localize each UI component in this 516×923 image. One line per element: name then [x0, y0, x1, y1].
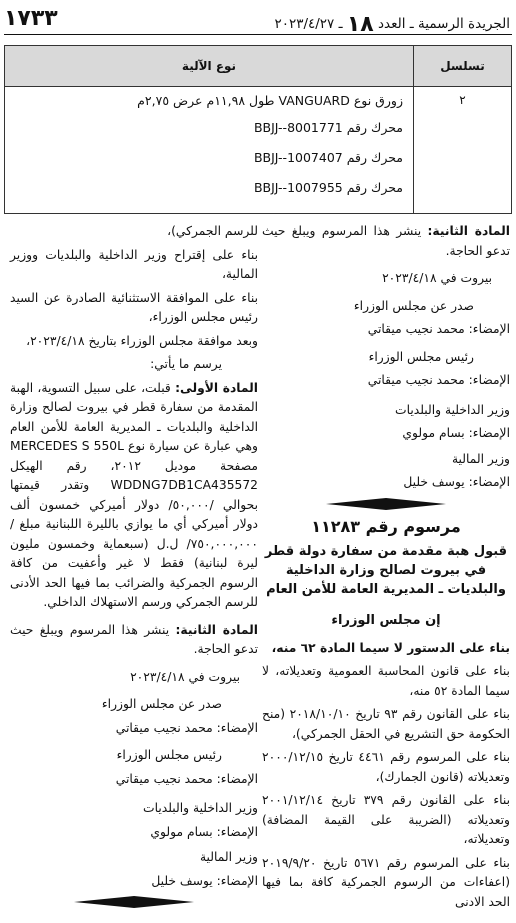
issue-number: ١٨: [346, 12, 374, 37]
preamble-paragraph: وبعد موافقة مجلس الوزراء بتاريخ ٢٠٢٣/٤/١٨،: [26, 333, 258, 348]
article-label: المادة الثانية:: [427, 224, 510, 238]
preamble-paragraph: بناء على إقتراح وزير الداخلية والبلديات ووزير المالية،: [10, 247, 258, 281]
minister-title: وزير المالية: [199, 850, 258, 864]
section-divider: [74, 895, 194, 909]
section-divider: [326, 497, 446, 511]
engine-line: محرك رقم BBJJ--8001771: [253, 120, 403, 135]
date-line: بيروت في ٢٠٢٣/٤/١٨: [382, 271, 492, 285]
article-label: المادة الثانية:: [175, 622, 258, 637]
decree-formula: يرسم ما يأتي:: [150, 357, 222, 371]
issued-by: صدر عن مجلس الوزراء: [353, 298, 474, 313]
left-column: [10, 222, 258, 915]
preamble-paragraph: للرسم الجمركي)،: [167, 224, 258, 238]
minister-title: وزير المالية: [451, 451, 510, 466]
preamble-paragraph: بناء على الموافقة الاستثنائية الصادرة عن السيد رئيس مجلس الوزراء،: [10, 290, 258, 324]
journal-name: الجريدة الرسمية ـ العدد: [378, 16, 510, 32]
journal-title: [274, 12, 510, 37]
article-2: [262, 222, 510, 261]
council-heading: إن مجلس الوزراء: [331, 613, 441, 628]
pm-title: رئيس مجلس الوزراء: [368, 349, 474, 364]
article-label: المادة الأولى:: [175, 380, 258, 395]
minister-title: وزير الداخلية والبلديات: [395, 402, 510, 417]
signature: الإمضاء: محمد نجيب ميقاتي: [367, 373, 510, 387]
issue-date: ـ ٢٠٢٣/٤/٢٧: [274, 16, 343, 32]
vehicle-table: [4, 45, 512, 214]
pm-title: رئيس مجلس الوزراء: [116, 748, 222, 762]
table-header-row: [5, 46, 512, 87]
issued-by: صدر عن مجلس الوزراء: [101, 697, 222, 711]
engine-line: محرك رقم BBJJ--1007955: [253, 180, 403, 195]
page-number: ١٧٣٣: [4, 6, 58, 31]
description-cell: [5, 87, 414, 214]
article-2: [10, 621, 258, 660]
preamble-paragraph: بناء على الدستور لا سيما المادة ٦٢ منه،: [271, 640, 510, 655]
signature: الإمضاء: محمد نجيب ميقاتي: [367, 322, 510, 336]
preamble-paragraph: بناء على قانون المحاسبة العمومية وتعديلاته، لا سيما المادة ٥٢ منه،: [262, 664, 510, 698]
signature: الإمضاء: يوسف خليل: [403, 475, 510, 489]
table-row: [5, 87, 512, 214]
preamble-paragraph: بناء على القانون رقم ٩٣ تاريخ ٢٠١٨/١٠/١٠ (منح الحكومة حق التشريع في الحقل الجمركي)،: [262, 707, 510, 741]
signature: الإمضاء: محمد نجيب ميقاتي: [115, 771, 258, 786]
right-column: [262, 222, 510, 916]
signature: الإمضاء: بسام مولوي: [402, 426, 510, 440]
minister-title: وزير الداخلية والبلديات: [143, 801, 258, 815]
decree-subject: قبول هبة مقدمة من سفارة دولة قطر في بيروت لصالح وزارة الداخلية والبلديات ـ المديرية العامة للأمن العام: [264, 544, 508, 597]
serial-cell: ٢: [414, 87, 512, 214]
boat-description: زورق نوع VANGUARD طول ١١,٩٨م عرض ٢,٧٥م: [137, 93, 403, 108]
col-serial-header: تسلسل: [414, 46, 512, 87]
signature: الإمضاء: يوسف خليل: [151, 873, 258, 888]
article-1: [10, 379, 258, 613]
signature: الإمضاء: محمد نجيب ميقاتي: [115, 720, 258, 735]
article-text: قبلت، على سبيل التسوية، الهبة المقدمة من سفارة قطر في بيروت لصالح وزارة الداخلية والبلديات ـ المديرية العامة للأمن العام وهي عبارة عن سيارة نوع MERCEDES S 550L مصفحة موديل ٢٠١٢، رقم الهيكل WDDNG7DB1CA435572 وتقدر قيمتها بحوالي /٥٠,٠٠٠/ دولار أميركي خمسون ألف دولار أميركي أي ما يوازي بالليرة اللبنانية مبلغ /٧٥٠,٠٠٠,٠٠٠/ ل.ل (سبعماية وخمسون مليون ليرة لبنانية) فقط لا غير وأعفيت من كافة الرسوم الجمركية والضرائب بما فيها الحد الأدنى للرسم الجمركي ورسم الاستهلاك الداخلي.: [10, 380, 258, 609]
preamble-paragraph: بناء على القانون رقم ٣٧٩ تاريخ ٢٠٠١/١٢/١٤ وتعديلاته (الضريبة على القيمة المضافة) وتعديلاته،: [262, 793, 510, 846]
col-type-header: نوع الآلية: [5, 46, 414, 87]
article-text: ينشر هذا المرسوم ويبلغ حيث تدعو الحاجة.: [262, 224, 510, 258]
article-text: ينشر هذا المرسوم ويبلغ حيث تدعو الحاجة.: [10, 622, 258, 656]
preamble-paragraph: بناء على المرسوم رقم ٤٤٦١ تاريخ ٢٠٠٠/١٢/١٥ وتعديلاته (قانون الجمارك)،: [262, 750, 510, 784]
preamble-paragraph: بناء على المرسوم رقم ٥٦٧١ تاريخ ٢٠١٩/٩/٢٠ (اعفاءات من الرسوم الجمركية كافة بما فيها الحد الادنى: [262, 855, 510, 909]
engine-line: محرك رقم BBJJ--1007407: [253, 150, 403, 165]
decree-title: مرسوم رقم ١١٢٨٣: [311, 516, 461, 536]
date-line: بيروت في ٢٠٢٣/٤/١٨: [130, 669, 240, 684]
signature: الإمضاء: بسام مولوي: [150, 824, 258, 839]
page-header: [4, 6, 512, 35]
